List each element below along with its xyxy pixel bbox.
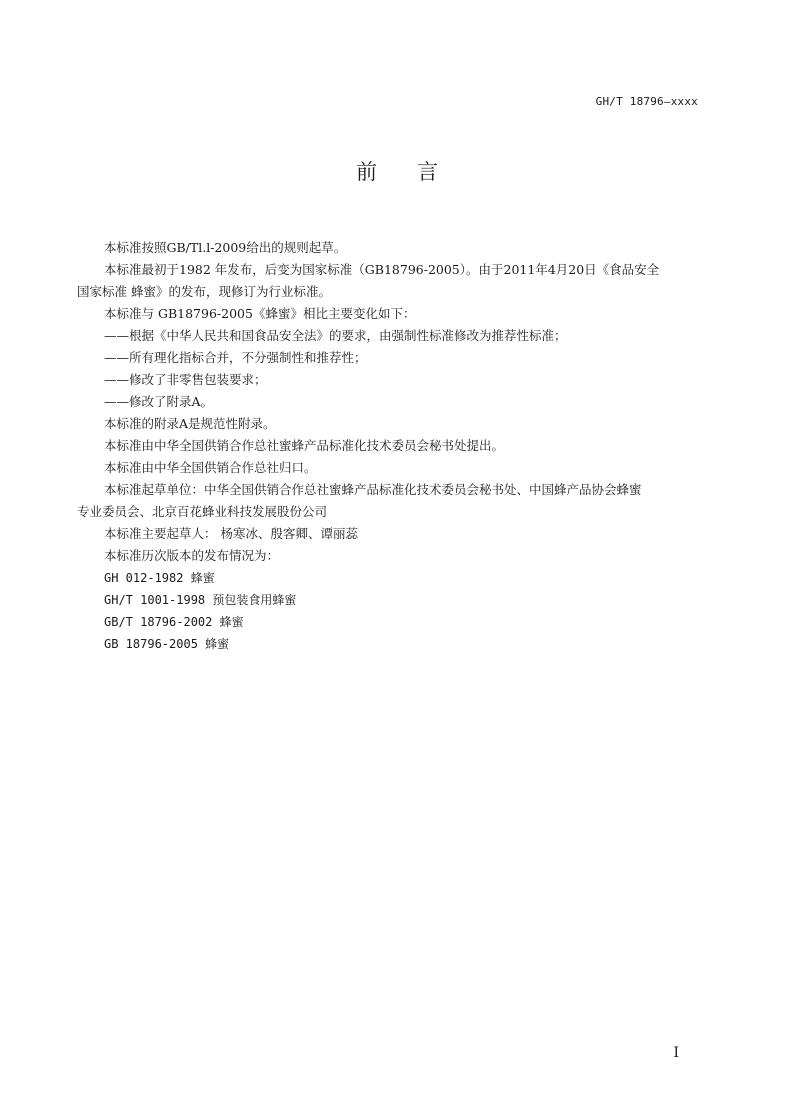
title-char-1: 前 (356, 160, 377, 184)
title-char-2: 言 (417, 160, 438, 184)
version-history-item: GB/T 18796-2002 蜂蜜 (104, 615, 244, 629)
paragraph-versions-intro: 本标准历次版本的发布情况为： (104, 548, 280, 563)
change-item-3: ——修改了非零售包装要求； (104, 372, 267, 387)
paragraph-proposer: 本标准由中华全国供销合作总社蜜蜂产品标准化技术委员会秘书处提出。 (104, 438, 505, 453)
version-history-item: GB 18796-2005 蜂蜜 (104, 637, 230, 651)
paragraph-drafters: 本标准主要起草人： 杨寒冰、殷客卿、谭丽蕊 (104, 526, 358, 541)
paragraph-drafting-rules: 本标准按照GB/Tl.l-2009给出的规则起草。 (104, 240, 347, 255)
paragraph-changes-intro: 本标准与 GB18796-2005《蜂蜜》相比主要变化如下： (104, 306, 416, 321)
page-number: I (673, 1045, 679, 1061)
version-history-item: GH 012-1982 蜂蜜 (104, 571, 215, 585)
paragraph-history-line1: 本标准最初于1982 年发布，后变为国家标准（GB18796-2005）。由于2011年4月20日《食品安全 (104, 262, 660, 277)
change-item-2: ——所有理化指标合并，不分强制性和推荐性； (104, 350, 367, 365)
change-item-4: ——修改了附录A。 (104, 394, 214, 409)
page-title (0, 156, 794, 186)
change-item-1: ——根据《中华人民共和国食品安全法》的要求，由强制性标准修改为推荐性标准； (104, 328, 567, 343)
paragraph-drafting-units-line1: 本标准起草单位：中华全国供销合作总社蜜蜂产品标准化技术委员会秘书处、中国蜂产品协会蜂蜜 (104, 482, 642, 497)
paragraph-history-line2: 国家标准 蜂蜜》的发布，现修订为行业标准。 (77, 284, 331, 299)
version-history-item: GH/T 1001-1998 预包装食用蜂蜜 (104, 593, 297, 607)
document-code-header: GH/T 18796—xxxx (595, 95, 698, 108)
paragraph-centralized: 本标准由中华全国供销合作总社归口。 (104, 460, 317, 475)
paragraph-drafting-units-line2: 专业委员会、北京百花蜂业科技发展股份公司 (77, 504, 328, 519)
paragraph-appendix: 本标准的附录A是规范性附录。 (104, 416, 276, 431)
